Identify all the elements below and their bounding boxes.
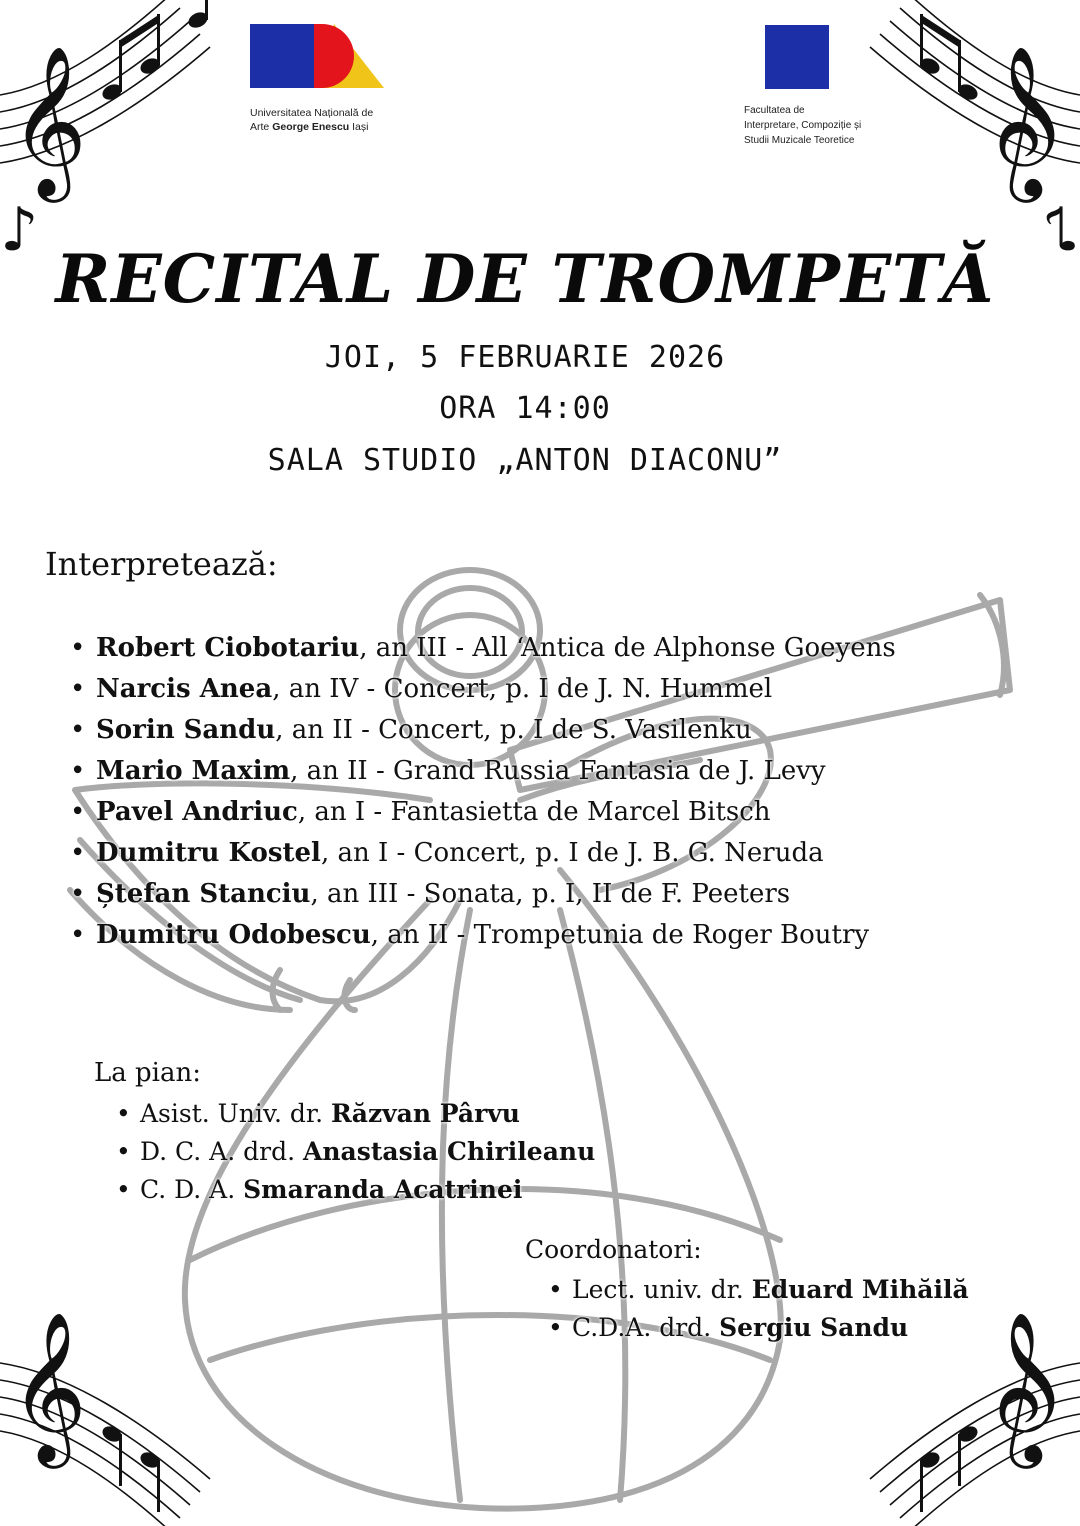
faculty-logo xyxy=(744,25,914,148)
event-venue: SALA STUDIO „ANTON DIACONU” xyxy=(267,443,783,478)
corner-music-notes-top-left xyxy=(0,0,220,260)
coordinators-list xyxy=(548,1271,969,1347)
list-item: • Lect. univ. dr. Eduard Mihăilă xyxy=(548,1271,969,1309)
coordinators-label: Coordonatori: xyxy=(525,1235,702,1264)
list-item: • C.D.A. drd. Sergiu Sandu xyxy=(548,1309,969,1347)
svg-text:𝄞: 𝄞 xyxy=(993,44,1070,196)
faculty-name-line1: Facultatea de xyxy=(744,105,805,116)
music-notes-icon xyxy=(0,1266,220,1526)
performer-list xyxy=(70,628,896,956)
list-item: • Ștefan Stanciu, an III - Sonata, p. I, II de F. Peeters xyxy=(70,874,896,915)
event-date: JOI, 5 FEBRUARIE 2026 xyxy=(324,340,726,375)
faculty-logo-icon xyxy=(765,25,829,89)
list-item: • Sorin Sandu, an II - Concert, p. I de S. Vasilenku xyxy=(70,710,896,751)
music-notes-icon xyxy=(0,0,220,260)
university-name-line1: Universitatea Națională de xyxy=(250,107,374,119)
faculty-name-line2: Interpretare, Compoziție și xyxy=(744,120,862,131)
piano-list xyxy=(116,1095,595,1209)
list-item: • Robert Ciobotariu, an III - All ‘Antica de Alphonse Goeyens xyxy=(70,628,896,669)
list-item: • Mario Maxim, an II - Grand Russia Fantasia de J. Levy xyxy=(70,751,896,792)
university-name-line2: Arte George Enescu Iași xyxy=(250,121,369,133)
svg-text:𝄞: 𝄞 xyxy=(10,1310,87,1462)
faculty-name-line3: Studii Muzicale Teoretice xyxy=(744,135,855,146)
list-item: • Dumitru Kostel, an I - Concert, p. I de J. B. G. Neruda xyxy=(70,833,896,874)
university-logo-icon xyxy=(250,24,384,88)
performers-label: Interpretează: xyxy=(45,545,278,583)
poster-title: RECITAL DE TROMPETĂ xyxy=(55,240,995,318)
list-item: • Narcis Anea, an IV - Concert, p. I de J. N. Hummel xyxy=(70,669,896,710)
list-item: • Asist. Univ. dr. Răzvan Pârvu xyxy=(116,1095,595,1133)
corner-music-notes-bottom-left xyxy=(0,1266,220,1526)
piano-label: La pian: xyxy=(94,1058,201,1088)
svg-text:𝄞: 𝄞 xyxy=(10,44,87,196)
list-item: • D. C. A. drd. Anastasia Chirileanu xyxy=(116,1133,595,1171)
faculty-name xyxy=(744,103,914,148)
svg-text:♪: ♪ xyxy=(1041,195,1080,260)
event-time: ORA 14:00 xyxy=(439,391,611,426)
list-item: • Pavel Andriuc, an I - Fantasietta de Marcel Bitsch xyxy=(70,792,896,833)
list-item: • C. D. A. Smaranda Acatrinei xyxy=(116,1171,595,1209)
svg-text:𝄞: 𝄞 xyxy=(993,1310,1070,1462)
list-item: • Dumitru Odobescu, an II - Trompetunia de Roger Boutry xyxy=(70,915,896,956)
svg-text:♪: ♪ xyxy=(0,195,39,260)
university-logo xyxy=(250,24,410,134)
university-name xyxy=(250,106,410,134)
